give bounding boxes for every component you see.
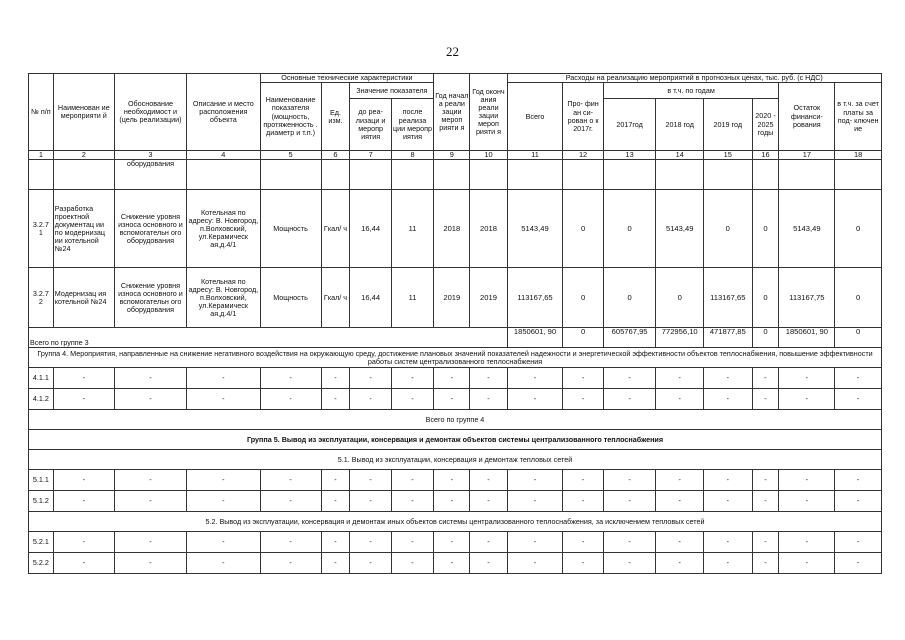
table-row [29, 268, 882, 328]
row-unit: Гкал/ ч [321, 268, 350, 328]
row-remaining: 113167,75 [779, 268, 835, 328]
row-2019: 113167,65 [703, 268, 752, 328]
total-sum: 1850601, 90 [507, 328, 563, 348]
group5-title-row [29, 430, 882, 450]
header-basis: Обоснование необходимост и (цель реализации) [114, 74, 186, 151]
col-num: 5 [260, 151, 321, 160]
continuation-row [29, 160, 882, 190]
header-description: Описание и место расположения объекта [187, 74, 260, 151]
header-financed: Про- фин ан си- рован о к 2017г. [563, 83, 603, 151]
row-financed: 0 [563, 190, 603, 268]
row-no: 4.1.2 [29, 389, 54, 410]
header-year-end: Год оконч ания реали зации мероп рияти я [470, 74, 507, 151]
total-row-group4 [29, 410, 882, 430]
col-num: 11 [507, 151, 563, 160]
table-row: 4.1.1 - - - - - - - - - - - - - - - - - [29, 368, 882, 389]
total-group4-label: Всего по группе 4 [29, 410, 882, 430]
header-after: после реализа ции меропр иятия [391, 99, 433, 151]
header-before: до реа- лизаци и меропр иятия [350, 99, 391, 151]
row-after: 11 [391, 268, 433, 328]
col-num: 17 [779, 151, 835, 160]
table-row: 5.1.1 - - - - - - - - - - - - - - - - - [29, 470, 882, 491]
group4-title: Группа 4. Мероприятия, направленные на снижение негативного воздействия на окружающую среду, достижение плановых значений показателей надежности и энергетической эффективности объектов теплоснабжения, повышение эффективности работы систем централизованного теплоснабжения [29, 348, 882, 368]
group4-title-row [29, 348, 882, 368]
col-num: 1 [29, 151, 54, 160]
header-indicator: Наименование показателя (мощность, протяженность . диаметр и т.п.) [260, 83, 321, 151]
header-2018: 2018 год [656, 99, 704, 151]
col-num: 3 [114, 151, 186, 160]
continuation-text: оборудования [114, 160, 186, 190]
column-number-row [29, 151, 882, 160]
total-row-group3 [29, 328, 882, 348]
row-after: 11 [391, 190, 433, 268]
col-num: 18 [835, 151, 882, 160]
table-row: 4.1.2 - - - - - - - - - - - - - - - - - [29, 389, 882, 410]
row-indicator: Мощность [260, 268, 321, 328]
header-value-group: Значение показателя [350, 83, 434, 99]
col-num: 2 [53, 151, 114, 160]
row-basis: Снижение уровня износа основного и вспомогательн ого оборудования [114, 190, 186, 268]
row-description: Котельная по адресу: В. Новгород, п.Волховский, ул.Керамическ ая,д.4/1 [187, 268, 260, 328]
header-2019: 2019 год [703, 99, 752, 151]
row-no: 4.1.1 [29, 368, 54, 389]
row-indicator: Мощность [260, 190, 321, 268]
row-2018: 5143,49 [656, 190, 704, 268]
sub51-title-row [29, 450, 882, 470]
col-num: 7 [350, 151, 391, 160]
row-2018: 0 [656, 268, 704, 328]
header-years-group: в т.ч. по годам [603, 83, 779, 99]
header-fee: в т.ч. за счет платы за под- ключен ие [835, 83, 882, 151]
col-num: 12 [563, 151, 603, 160]
investment-table [28, 73, 882, 574]
total-2020: 0 [752, 328, 779, 348]
table-row: 5.1.2 - - - - - - - - - - - - - - - - - [29, 491, 882, 512]
row-financed: 0 [563, 268, 603, 328]
header-year-start: Год начал а реали зации мероп рияти я [434, 74, 470, 151]
col-num: 8 [391, 151, 433, 160]
header-total: Всего [507, 83, 563, 151]
col-num: 9 [434, 151, 470, 160]
row-before: 16,44 [350, 190, 391, 268]
col-num: 14 [656, 151, 704, 160]
sub51-title: 5.1. Вывод из эксплуатации, консервация и демонтаж тепловых сетей [29, 450, 882, 470]
row-2017: 0 [603, 268, 656, 328]
total-2017: 605767,95 [603, 328, 656, 348]
sub52-title: 5.2. Вывод из эксплуатации, консервация и демонтаж иных объектов системы централизованного теплоснабжения, за исключением тепловых сетей [29, 512, 882, 532]
col-num: 10 [470, 151, 507, 160]
total-financed: 0 [563, 328, 603, 348]
total-remaining: 1850601, 90 [779, 328, 835, 348]
total-label: Всего по группе 3 [29, 328, 508, 348]
row-2020: 0 [752, 190, 779, 268]
row-2020: 0 [752, 268, 779, 328]
col-num: 6 [321, 151, 350, 160]
row-year-end: 2018 [470, 190, 507, 268]
col-num: 15 [703, 151, 752, 160]
row-before: 16,44 [350, 268, 391, 328]
row-2017: 0 [603, 190, 656, 268]
row-description: Котельная по адресу: В. Новгород, п.Волховский, ул.Керамическ ая,д.4/1 [187, 190, 260, 268]
page-number: 22 [446, 44, 459, 59]
row-name: Модернизац ия котельной №24 [53, 268, 114, 328]
header-remaining: Остаток финанси- рования [779, 83, 835, 151]
header-expenses-group: Расходы на реализацию мероприятий в прогнозных ценах, тыс. руб. (с НДС) [507, 74, 881, 83]
table-row: 5.2.2 - - - - - - - - - - - - - - - - - [29, 553, 882, 574]
table-row: 5.2.1 - - - - - - - - - - - - - - - - - [29, 532, 882, 553]
row-no: 5.2.1 [29, 532, 54, 553]
header-name: Наименован ие мероприяти й [53, 74, 114, 151]
row-name: Разработка проектной документац ии по модернизац ии котельной №24 [53, 190, 114, 268]
row-no: 5.1.1 [29, 470, 54, 491]
row-no: 5.1.2 [29, 491, 54, 512]
col-num: 16 [752, 151, 779, 160]
row-2019: 0 [703, 190, 752, 268]
row-unit: Гкал/ ч [321, 190, 350, 268]
row-remaining: 5143,49 [779, 190, 835, 268]
header-unit: Ед. изм. [321, 83, 350, 151]
row-year-end: 2019 [470, 268, 507, 328]
row-year-start: 2018 [434, 190, 470, 268]
row-total: 5143,49 [507, 190, 563, 268]
col-num: 4 [187, 151, 260, 160]
total-fee: 0 [835, 328, 882, 348]
total-2019: 471877,85 [703, 328, 752, 348]
row-fee: 0 [835, 190, 882, 268]
row-no: 3.2.7 1 [29, 190, 54, 268]
row-year-start: 2019 [434, 268, 470, 328]
row-no: 3.2.7 2 [29, 268, 54, 328]
header-2020-2025: 2020 - 2025 годы [752, 99, 779, 151]
sub52-title-row [29, 512, 882, 532]
table-row [29, 190, 882, 268]
total-2018: 772956,10 [656, 328, 704, 348]
header-no: № п/п [29, 74, 54, 151]
row-no: 5.2.2 [29, 553, 54, 574]
col-num: 13 [603, 151, 656, 160]
group5-title: Группа 5. Вывод из эксплуатации, консервация и демонтаж объектов системы централизованного теплоснабжения [29, 430, 882, 450]
row-total: 113167,65 [507, 268, 563, 328]
row-fee: 0 [835, 268, 882, 328]
header-tech-group: Основные технические характеристики [260, 74, 434, 83]
header-2017: 2017год [603, 99, 656, 151]
row-basis: Снижение уровня износа основного и вспомогательн ого оборудования [114, 268, 186, 328]
